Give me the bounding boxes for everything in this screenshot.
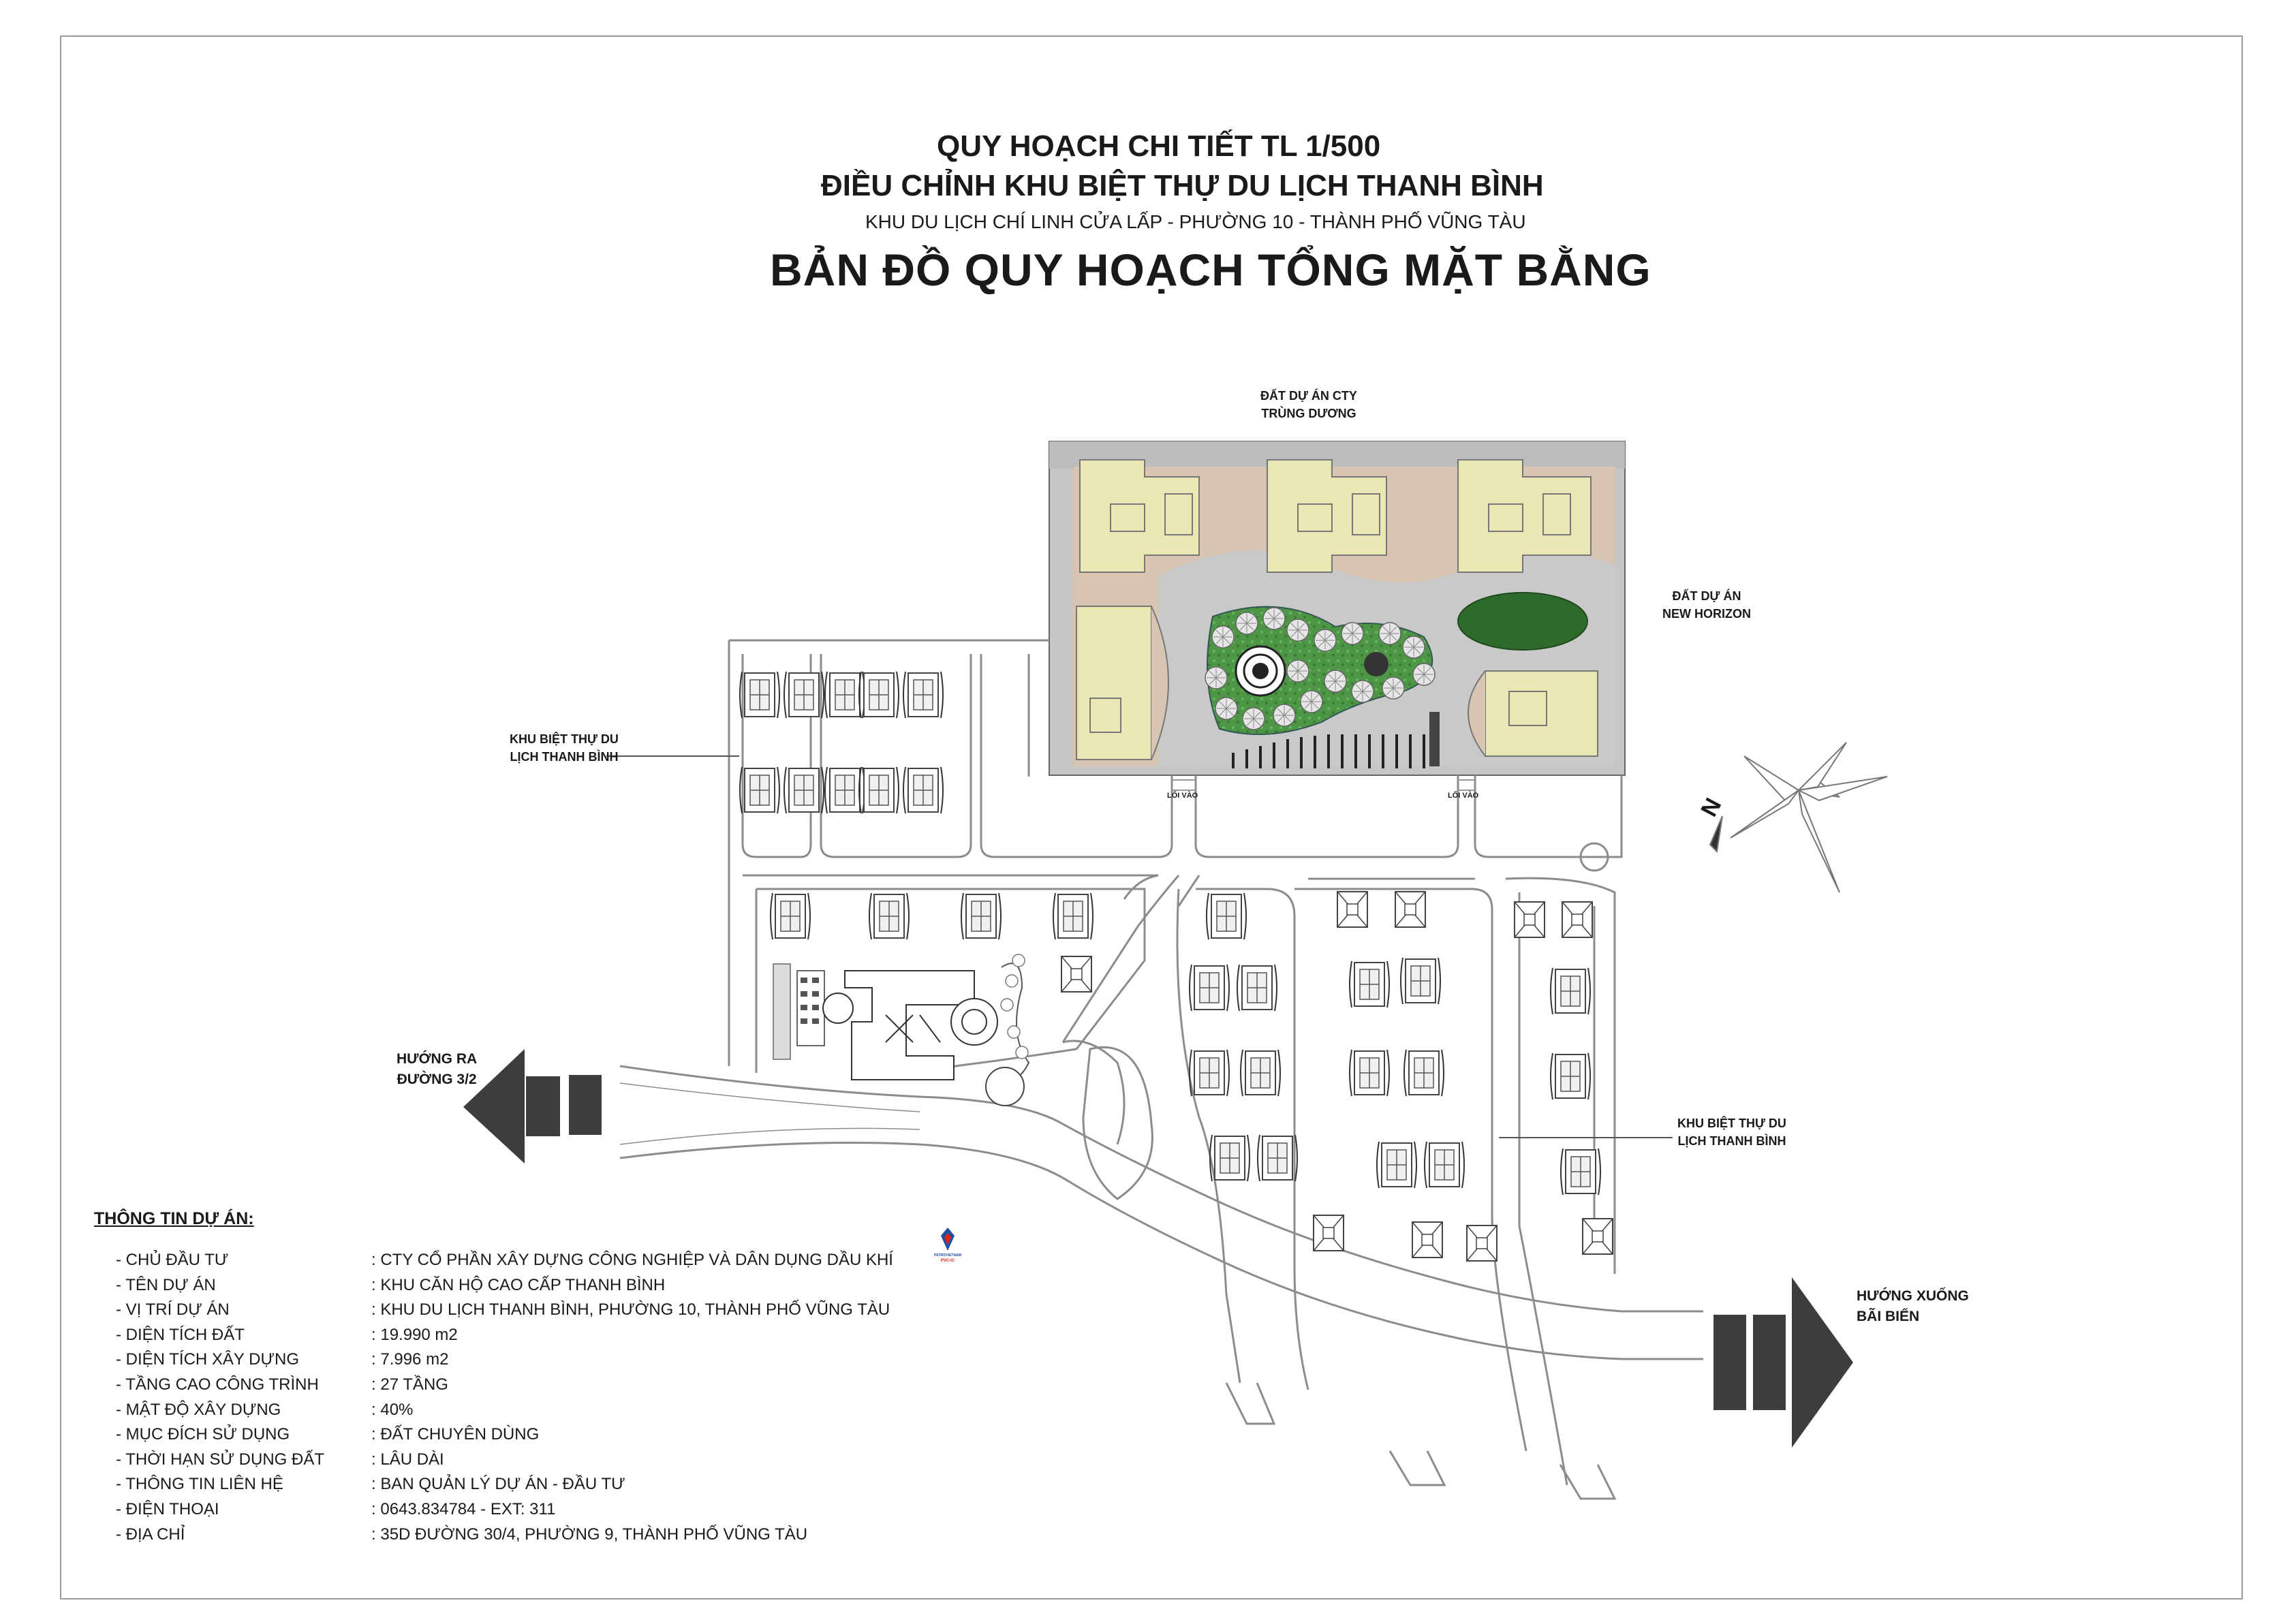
label-line: KHU BIỆT THỰ DU [1677,1116,1786,1130]
info-value: : 7.996 m2 [371,1347,448,1373]
info-key: - CHỦ ĐẦU TƯ [116,1248,371,1273]
label-line: HƯỚNG XUỐNG [1857,1288,1969,1304]
info-key: - TÊN DỰ ÁN [116,1273,371,1298]
north-letter: N [1696,794,1727,822]
info-key: - VỊ TRÍ DỰ ÁN [116,1298,371,1323]
label-north-neighbor [1260,387,1357,422]
villa-cluster-west [740,672,1093,992]
clubhouse-area [773,954,1029,1106]
label-east-neighbor [1662,587,1751,623]
label-line: LỊCH THANH BÌNH [510,750,619,764]
info-row [116,1448,893,1473]
info-key: - DIỆN TÍCH ĐẤT [116,1323,371,1348]
arrow-west [463,1049,602,1164]
label-line: NEW HORIZON [1662,607,1751,621]
project-info-heading: THÔNG TIN DỰ ÁN: [94,1209,254,1228]
info-value: : LÂU DÀI [371,1448,444,1473]
label-line: HƯỚNG RA [397,1051,478,1067]
info-row [116,1422,893,1448]
arrow-east [1713,1277,1853,1448]
info-value: : CTY CỔ PHẦN XÂY DỰNG CÔNG NGHIỆP VÀ DÂN DỤNG DẦU KHÍ [371,1248,893,1273]
info-row [116,1373,893,1398]
info-key: - ĐIỆN THOẠI [116,1497,371,1522]
info-key: - DIỆN TÍCH XÂY DỰNG [116,1347,371,1373]
info-value: : 0643.834784 - EXT: 311 [371,1497,555,1522]
map-title: BẢN ĐỒ QUY HOẠCH TỔNG MẶT BẰNG [770,245,1651,295]
label-line: BÃI BIỂN [1857,1309,1920,1324]
villa-cluster-east [1190,892,1613,1261]
label-line: ĐƯỜNG 3/2 [397,1072,477,1087]
info-row [116,1522,893,1548]
info-value: : 27 TẦNG [371,1373,448,1398]
project-info-table [116,1248,893,1547]
info-key: - THỜI HẠN SỬ DỤNG ĐẤT [116,1448,371,1473]
info-key: - MỤC ĐÍCH SỬ DỤNG [116,1422,371,1448]
logo-text-bottom: PVC-IC [940,1259,955,1263]
project-title: ĐIỀU CHỈNH KHU BIỆT THỰ DU LỊCH THANH BÌNH [821,169,1544,202]
info-row [116,1273,893,1298]
info-row [116,1497,893,1522]
info-value: : 35D ĐƯỜNG 30/4, PHƯỜNG 9, THÀNH PHỐ VŨNG TÀU [371,1522,807,1548]
info-value: : 40% [371,1398,413,1423]
info-row [116,1323,893,1348]
label-line: ĐẤT DỰ ÁN CTY [1260,389,1357,403]
info-value: : ĐẤT CHUYÊN DÙNG [371,1422,539,1448]
info-value: : 19.990 m2 [371,1323,458,1348]
project-location: KHU DU LỊCH CHÍ LINH CỬA LẤP - PHƯỜNG 10 - THÀNH PHỐ VŨNG TÀU [865,211,1526,232]
info-key: - TẦNG CAO CÔNG TRÌNH [116,1373,371,1398]
info-row [116,1248,893,1273]
label-entrance-1: LỐI VÀO [1167,792,1198,800]
label-villa-zone-east [1677,1114,1786,1150]
label-line: LỊCH THANH BÌNH [1677,1134,1786,1148]
company-logo [936,1226,959,1264]
label-line: KHU BIỆT THỰ DU [510,732,619,746]
label-villa-zone-west [510,730,619,766]
logo-text-top: PETROVIETNAM [934,1253,961,1258]
info-key: - ĐỊA CHỈ [116,1522,371,1548]
info-value: : KHU DU LỊCH THANH BÌNH, PHƯỜNG 10, THÀNH PHỐ VŨNG TÀU [371,1298,890,1323]
info-row [116,1472,893,1497]
info-value: : KHU CĂN HỘ CAO CẤP THANH BÌNH [371,1273,665,1298]
info-row [116,1347,893,1373]
plan-scale-title: QUY HOẠCH CHI TIẾT TL 1/500 [937,129,1381,163]
label-line: TRÙNG DƯƠNG [1261,407,1356,420]
info-row [116,1298,893,1323]
info-key: - MẬT ĐỘ XÂY DỰNG [116,1398,371,1423]
label-exit-east [1857,1286,1969,1327]
info-row [116,1398,893,1423]
info-value: : BAN QUẢN LÝ DỰ ÁN - ĐẦU TƯ [371,1472,625,1497]
label-entrance-2: LỐI VÀO [1448,792,1479,800]
info-key: - THÔNG TIN LIÊN HỆ [116,1472,371,1497]
label-line: ĐẤT DỰ ÁN [1672,589,1741,603]
label-exit-west [397,1049,477,1090]
north-arrow-icon [1710,743,1887,892]
apartment-project-block [1049,441,1625,775]
